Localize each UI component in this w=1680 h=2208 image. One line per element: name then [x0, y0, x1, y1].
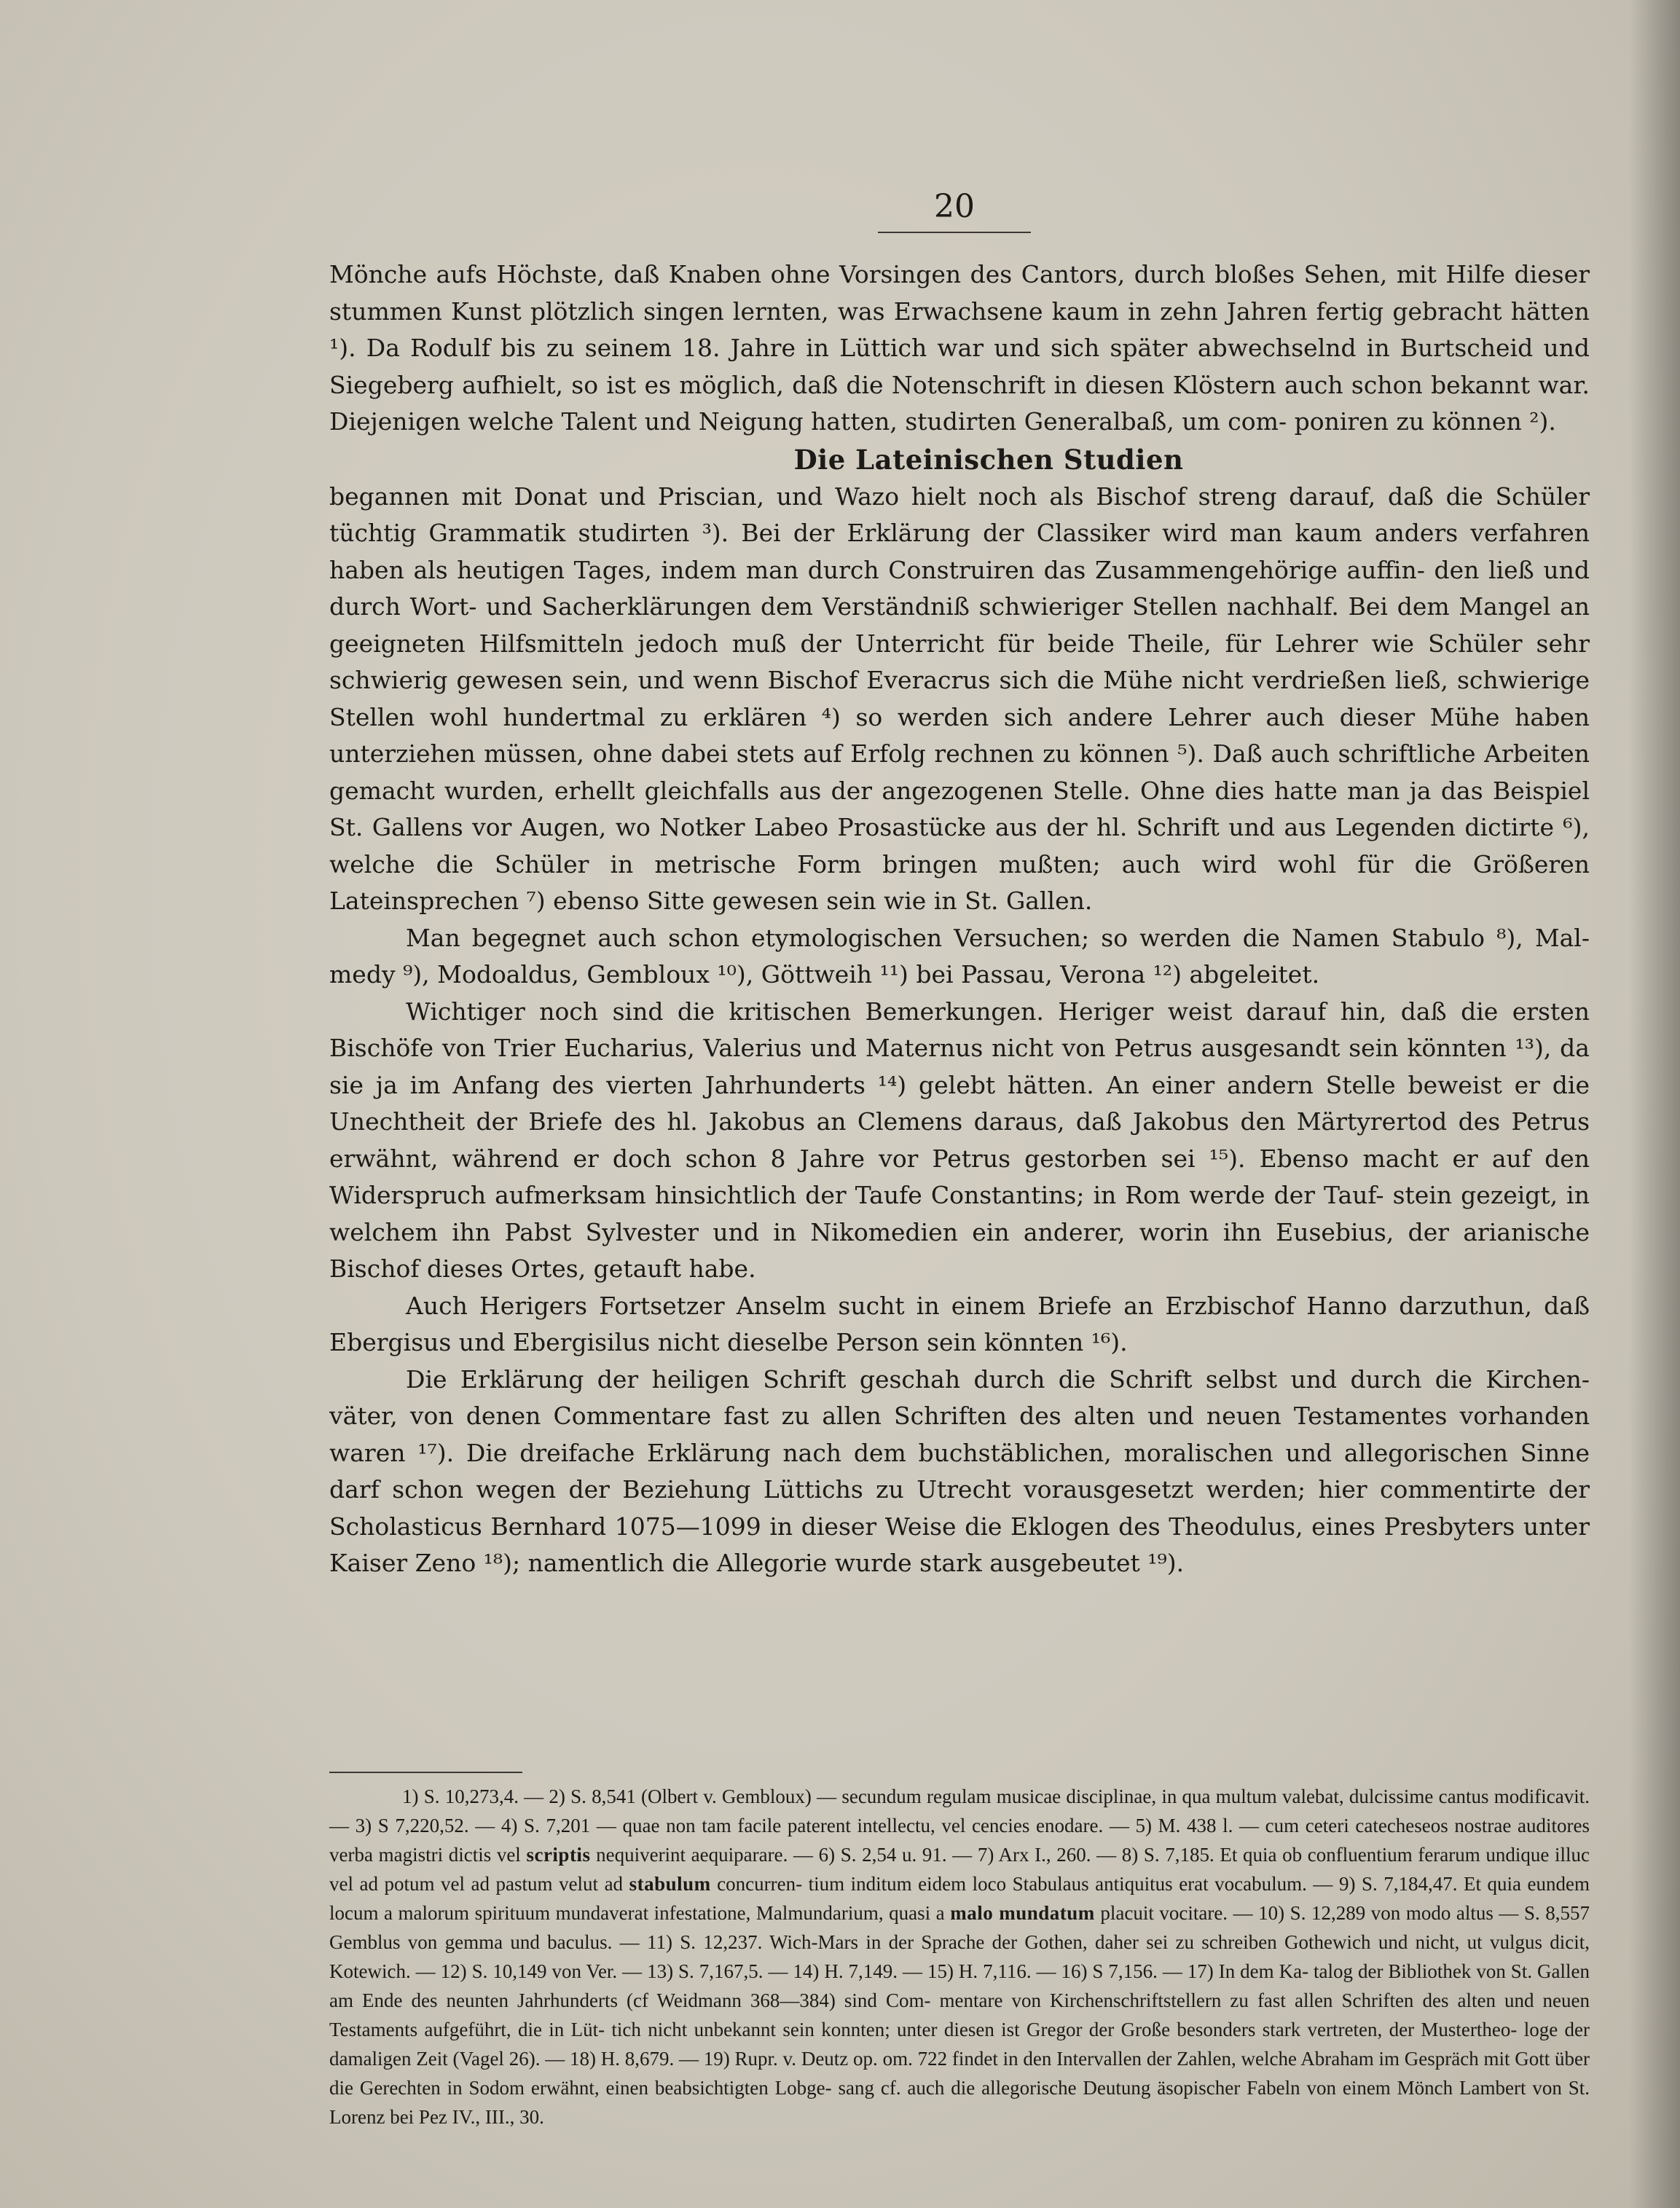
section-heading: Die Lateinischen Studien: [793, 443, 1184, 476]
paragraph-latin-studies: begannen mit Donat und Priscian, und Wazo hielt noch als Bischof streng darauf, daß die Schüler tüchtig Grammatik studirten ³). Bei der Erklärung der Classiker wird man kaum anders verfahren haben als heutigen Tages, indem man durch Construiren das Zusammengehörige auffin- den ließ und durch Wort- und Sacherklärungen dem Verständniß schwieriger Stellen nachhalf. Bei dem Mangel an geeigneten Hilfsmitteln jedoch muß der Unterricht für beide Theile, für Lehrer wie Schüler sehr schwierig gewesen sein, und wenn Bischof Everacrus sich die Mühe nicht verdrießen ließ, schwierige Stellen wohl hundertmal zu erklären ⁴) so werden sich andere Lehrer auch dieser Mühe haben unterziehen müssen, ohne dabei stets auf Erfolg rechnen zu können ⁵). Daß auch schriftliche Arbeiten gemacht wurden, erhellt gleichfalls aus der angezogenen Stelle. Ohne dies hatte man ja das Beispiel St. Gallens vor Augen, wo Notker Labeo Prosastücke aus der hl. Schrift und aus Legenden dictirte ⁶), welche die Schüler in metrische Form bringen mußten; auch wird wohl für die Größeren Lateinsprechen ⁷) ebenso Sitte gewesen sein wie in St. Gallen.: [329, 482, 1590, 915]
footnote-emphasis: scriptis: [526, 1844, 591, 1866]
footnote-emphasis: stabulum: [629, 1873, 711, 1895]
footnote-emphasis: malo mundatum: [950, 1902, 1095, 1924]
main-text: [329, 256, 1590, 1582]
paragraph-intro: Mönche aufs Höchste, daß Knaben ohne Vorsingen des Cantors, durch bloßes Sehen, mit Hilfe dieser stummen Kunst plötzlich singen lernten, was Erwachsene kaum in zehn Jahren fertig gebracht hätten ¹). Da Rodulf bis zu seinem 18. Jahre in Lüttich war und sich später abwechselnd in Burtscheid und Siegeberg aufhielt, so ist es möglich, daß die Notenschrift in diesen Klöstern auch schon bekannt war. Diejenigen welche Talent und Neigung hatten, studirten Generalbaß, um com- poniren zu können ²).: [329, 260, 1590, 436]
paragraph-scripture: Die Erklärung der heiligen Schrift geschah durch die Schrift selbst und durch die Kirchen- väter, von denen Commentare fast zu allen Schriften des alten und neuen Testamentes vorhanden waren ¹⁷). Die dreifache Erklärung nach dem buchstäblichen, moralischen und allegorischen Sinne darf schon wegen der Beziehung Lüttichs zu Utrecht vorausgesetzt werden; hier commentirte der Scholasticus Bernhard 1075—1099 in dieser Weise die Eklogen des Theodulus, eines Presbyters unter Kaiser Zeno ¹⁸); namentlich die Allegorie wurde stark ausgebeutet ¹⁹).: [329, 1364, 1590, 1577]
paragraph-criticism: Wichtiger noch sind die kritischen Bemerkungen. Heriger weist darauf hin, daß die ersten Bischöfe von Trier Eucharius, Valerius und Maternus nicht von Petrus ausgesandt sein könnten ¹³), da sie ja im Anfang des vierten Jahrhunderts ¹⁴) gelebt hätten. An einer andern Stelle beweist er die Unechtheit der Briefe des hl. Jakobus an Clemens daraus, daß Jakobus den Märtyrertod des Petrus erwähnt, während er doch schon 8 Jahre vor Petrus gestorben sei ¹⁵). Ebenso macht er auf den Widerspruch aufmerksam hinsichtlich der Taufe Constantins; in Rom werde der Tauf- stein gezeigt, in welchem ihn Pabst Sylvester und in Nikomedien ein anderer, worin ihn Eusebius, der arianische Bischof dieses Ortes, getauft habe.: [329, 997, 1590, 1283]
footnotes: [329, 1782, 1590, 2132]
footnote-text: nequiverint aequiparare. — 6) S. 2,54 u. 91. — 7) Arx I., 260. — 8) S. 7,185. Et quia ob confluentium ferarum undique illuc vel ad potum vel ad pastum velut ad: [329, 1844, 1590, 1895]
paragraph-anselm: Auch Herigers Fortsetzer Anselm sucht in einem Briefe an Erzbischof Hanno darzuthun, daß Ebergisus und Ebergisilus nicht dieselbe Person sein könnten ¹⁶).: [329, 1291, 1590, 1356]
footnote-rule: [329, 1772, 522, 1773]
paragraph-etymology: Man begegnet auch schon etymologischen Versuchen; so werden die Namen Stabulo ⁸), Mal- medy ⁹), Modoaldus, Gembloux ¹⁰), Göttweih ¹¹) bei Passau, Verona ¹²) abgeleitet.: [329, 923, 1590, 989]
footnote-text: concurren- tium inditum eidem loco Stabulaus antiquitus erat vocabulum. — 9) S. 7,184,47. Et quia eundem locum a malorum spirituum mundaverat infestatione, Malmundarium, quasi a: [329, 1873, 1590, 1924]
page-number-rule: [878, 232, 1031, 233]
footnote-block: [329, 1782, 1590, 2132]
footnote-text: placuit vocitare. — 10) S. 12,289 von modo altus — S. 8,557 Gemblus von gemma und baculus. — 11) S. 12,237. Wich-Mars in der Sprache der Gothen, daher sei zu schreiben Gothewich und nicht, ut vulgus dicit, Kotewich. — 12) S. 10,149 von Ver. — 13) S. 7,167,5. — 14) H. 7,149. — 15) H. 7,116. — 16) S 7,156. — 17) In dem Ka- talog der Bibliothek von St. Gallen am Ende des neunten Jahrhunderts (cf Weidmann 368—384) sind Com- mentare von Kirchenschriftstellern zu fast allen Schriften des alten und neuen Testaments aufgeführt, die in Lüt- tich nicht unbekannt sein konnten; unter diesen ist Gregor der Große besonders stark vertreten, der Mustertheo- loge der damaligen Zeit (Vagel 26). — 18) H. 8,679. — 19) Rupr. v. Deutz op. om. 722 findet in den Intervallen der Zahlen, welche Abraham im Gespräch mit Gott über die Gerechten in Sodom erwähnt, einen beabsichtigten Lobge- sang cf. auch die allegorische Deutung äsopischer Fabeln von einem Mönch Lambert von St. Lorenz bei Pez IV., III., 30.: [329, 1902, 1590, 2128]
page-number: 20: [934, 188, 975, 225]
footnote-text: 1) S. 10,273,4. — 2) S. 8,541 (Olbert v. Gembloux) — secundum regulam musicae disciplinae, in qua multum valebat, dulcissime cantus modificavit. — 3) S 7,220,52. — 4) S. 7,201 — quae non tam facile paterent intellectu, vel cencies enodare. — 5) M. 438 l. — cum ceteri catecheseos nostrae auditores verba magistri dictis vel: [329, 1785, 1590, 1866]
page-edge-shadow: [1629, 0, 1680, 2208]
